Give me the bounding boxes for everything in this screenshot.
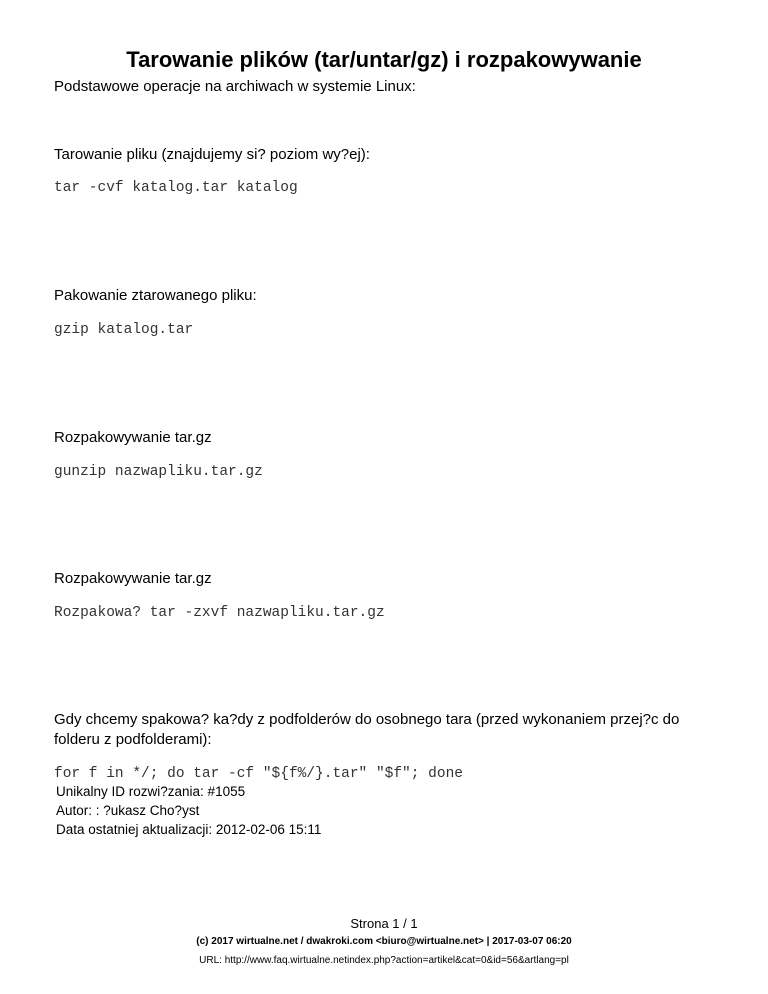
code-gzip: gzip katalog.tar [54, 322, 194, 338]
section-label-untar: Rozpakowywanie tar.gz [54, 570, 212, 587]
meta-updated: Data ostatniej aktualizacji: 2012-02-06 15:11 [56, 822, 322, 837]
section-label-tar: Tarowanie pliku (znajdujemy si? poziom wy?ej): [54, 146, 370, 163]
page-number: Strona 1 / 1 [350, 916, 418, 931]
code-loop: for f in */; do tar -cf "${f%/}.tar" "$f"; done [54, 766, 463, 782]
meta-id: Unikalny ID rozwi?zania: #1055 [56, 784, 246, 799]
code-gunzip: gunzip nazwapliku.tar.gz [54, 464, 263, 480]
page-title: Tarowanie plików (tar/untar/gz) i rozpakowywanie [126, 47, 642, 72]
section-label-gunzip: Rozpakowywanie tar.gz [54, 429, 212, 446]
meta-author: Autor: : ?ukasz Cho?yst [56, 803, 200, 818]
footer-url: URL: http://www.faq.wirtualne.netindex.php?action=artikel&cat=0&id=56&artlang=pl [199, 955, 569, 966]
intro-text: Podstawowe operacje na archiwach w systemie Linux: [54, 78, 416, 95]
footer-copyright: (c) 2017 wirtualne.net / dwakroki.com <biuro@wirtualne.net> | 2017-03-07 06:20 [196, 936, 572, 947]
section-label-gzip: Pakowanie ztarowanego pliku: [54, 287, 257, 304]
code-untar: Rozpakowa? tar -zxvf nazwapliku.tar.gz [54, 605, 385, 621]
section-label-loop: Gdy chcemy spakowa? ka?dy z podfolderów do osobnego tara (przed wykonaniem przej?c do folderu z podfolderami): [54, 711, 680, 748]
code-tar: tar -cvf katalog.tar katalog [54, 180, 298, 196]
